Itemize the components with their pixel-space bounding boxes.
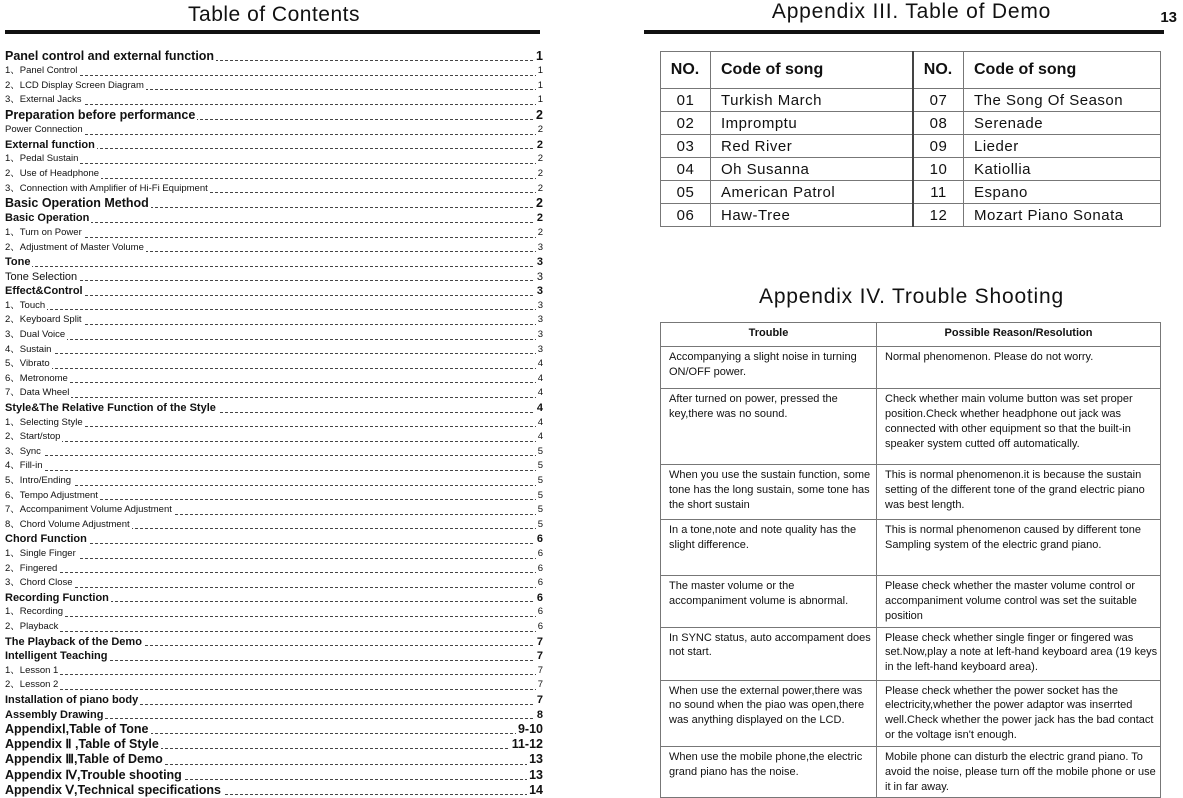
toc-entry-page: 3 xyxy=(536,313,543,328)
toc-entry xyxy=(5,284,543,299)
toc-entry-page: 3 xyxy=(536,299,543,314)
toc-entry-page: 3 xyxy=(536,285,543,298)
toc-entry-label: Style&The Relative Function of the Style xyxy=(5,402,216,415)
trouble-cell: When use the mobile phone,the electric grand piano has the noise. xyxy=(661,746,877,798)
toc-leader-dots xyxy=(5,572,543,573)
toc-entry-page: 14 xyxy=(529,782,543,797)
toc-entry xyxy=(5,416,543,431)
demo-song: Serenade xyxy=(964,112,1161,135)
toc-entry-page: 2 xyxy=(536,196,543,211)
toc-entry xyxy=(5,255,543,270)
toc-entry-label: 1、Lesson 1 xyxy=(5,664,59,676)
toc-entry-page: 6 xyxy=(536,605,543,620)
toc-entry-page: 4 xyxy=(536,386,543,401)
toc-entry-label: 1、Single Finger xyxy=(5,547,76,559)
toc-entry-page: 6 xyxy=(536,576,543,591)
col-code-a: Code of song xyxy=(711,52,914,89)
toc-entry xyxy=(5,64,543,79)
toc-entry-label: Installation of piano body xyxy=(5,693,139,706)
toc-leader-dots xyxy=(5,470,543,471)
toc-entry-page: 3 xyxy=(536,256,543,269)
toc-entry-page: 5 xyxy=(536,445,543,460)
toc-entry xyxy=(5,722,543,737)
toc-entry-label: Basic Operation xyxy=(5,212,90,225)
toc-entry xyxy=(5,182,543,197)
demo-no: 11 xyxy=(913,181,964,204)
toc-leader-dots xyxy=(5,104,543,105)
toc-leader-dots xyxy=(5,280,543,281)
toc-entry-label: Appendix Ⅱ ,Table of Style xyxy=(5,737,159,752)
toc-entry xyxy=(5,313,543,328)
toc-entry xyxy=(5,708,543,723)
toc-entry xyxy=(5,401,543,416)
trouble-body xyxy=(661,347,1161,798)
toc-entry xyxy=(5,518,543,533)
toc-leader-dots xyxy=(5,485,543,486)
toc-entry-page: 6 xyxy=(536,591,543,604)
demo-row xyxy=(661,112,1161,135)
toc-entry-label: 1、Recording xyxy=(5,606,64,618)
demo-no: 12 xyxy=(913,204,964,227)
toc-entry-page: 4 xyxy=(536,416,543,431)
toc-entry xyxy=(5,299,543,314)
trouble-row xyxy=(661,746,1161,798)
demo-no: 04 xyxy=(661,158,711,181)
trouble-cell: When you use the sustain function, some tone has the long sustain, some tone has the short sustain xyxy=(661,465,877,520)
toc-entry-label: Recording Function xyxy=(5,591,109,604)
reason-cell: This is normal phenomenon caused by different tone Sampling system of the electric grand piano. xyxy=(877,520,1161,576)
toc-entry-label: Assembly Drawing xyxy=(5,708,104,721)
toc-entry-label: 1、Panel Control xyxy=(5,65,78,77)
trouble-row xyxy=(661,680,1161,746)
toc-entry xyxy=(5,226,543,241)
toc-entry-page: 11-12 xyxy=(511,737,543,752)
col-trouble: Trouble xyxy=(661,323,877,347)
toc-entry xyxy=(5,211,543,226)
toc-entry xyxy=(5,768,543,783)
toc-entry-page: 6 xyxy=(536,533,543,546)
demo-row xyxy=(661,89,1161,112)
toc-entry-label: 8、Chord Volume Adjustment xyxy=(5,518,130,530)
trouble-row xyxy=(661,465,1161,520)
toc-entry-label: 2、Use of Headphone xyxy=(5,167,100,179)
toc-entry-label: Intelligent Teaching xyxy=(5,650,108,663)
toc-entry xyxy=(5,270,543,285)
page-number: 13 xyxy=(1160,9,1177,26)
toc-entry xyxy=(5,562,543,577)
toc-entry-label: The Playback of the Demo xyxy=(5,635,142,648)
toc-entry-page: 2 xyxy=(536,107,543,122)
toc-entry xyxy=(5,123,543,138)
toc-entry-label: 3、Sync xyxy=(5,445,41,457)
toc-entry-page: 2 xyxy=(536,167,543,182)
toc-entry-label: 2、Lesson 2 xyxy=(5,679,59,691)
toc-entry-label: 6、Metronome xyxy=(5,372,68,384)
demo-song: Impromptu xyxy=(711,112,914,135)
demo-song: American Patrol xyxy=(711,181,914,204)
toc-entry-page: 1 xyxy=(536,93,543,108)
toc-entry-label: 7、Accompaniment Volume Adjustment xyxy=(5,504,172,516)
toc-entry xyxy=(5,752,543,767)
toc-entry-label: 3、Chord Close xyxy=(5,577,73,589)
trouble-cell: Accompanying a slight noise in turning ON/OFF power. xyxy=(661,347,877,389)
toc-entry-page: 2 xyxy=(536,152,543,167)
demo-song: Lieder xyxy=(964,135,1161,158)
toc-entry xyxy=(5,664,543,679)
demo-no: 02 xyxy=(661,112,711,135)
reason-cell: Please check whether the power socket has the electricity,whether the power adaptor was inserrted well.Check whether the power jack has the bad contact or the voltage isn't enough. xyxy=(877,680,1161,746)
demo-song: Red River xyxy=(711,135,914,158)
toc-entry-page: 1 xyxy=(536,79,543,94)
toc-entry-page: 6 xyxy=(536,547,543,562)
toc-leader-dots xyxy=(5,441,543,442)
trouble-cell: In a tone,note and note quality has the slight difference. xyxy=(661,520,877,576)
col-no-b: NO. xyxy=(913,52,964,89)
toc-entry-label: AppendixⅠ,Table of Tone xyxy=(5,722,149,737)
toc-entry-page: 8 xyxy=(536,708,543,721)
toc-leader-dots xyxy=(5,353,543,354)
demo-row xyxy=(661,204,1161,227)
demo-song: Turkish March xyxy=(711,89,914,112)
toc-entry-label: Preparation before performance xyxy=(5,107,196,122)
toc-entry xyxy=(5,138,543,153)
toc-entry xyxy=(5,783,543,798)
toc-entry-page: 4 xyxy=(536,372,543,387)
toc-entry xyxy=(5,196,543,211)
toc-leader-dots xyxy=(5,689,543,690)
toc-entry xyxy=(5,547,543,562)
demo-no: 03 xyxy=(661,135,711,158)
toc-entry-label: External function xyxy=(5,138,95,151)
toc-entry-page: 3 xyxy=(536,270,543,283)
trouble-title: Appendix IV. Trouble Shooting xyxy=(759,285,1064,308)
toc-entry xyxy=(5,605,543,620)
toc-leader-dots xyxy=(5,134,543,135)
toc-entry-page: 5 xyxy=(536,518,543,533)
toc-entry-page: 5 xyxy=(536,503,543,518)
toc-leader-dots xyxy=(5,266,543,267)
toc-entry xyxy=(5,79,543,94)
toc-entry-label: 3、Connection with Amplifier of Hi-Fi Equipment xyxy=(5,182,208,194)
toc-leader-dots xyxy=(5,237,543,238)
toc-entry-label: 1、Pedal Sustain xyxy=(5,153,79,165)
toc-entry-label: Effect&Control xyxy=(5,285,83,298)
toc-entry xyxy=(5,649,543,664)
demo-row xyxy=(661,181,1161,204)
toc-entry-page: 7 xyxy=(536,678,543,693)
reason-cell: Please check whether single finger or fingered was set.Now,play a note at left-hand keyboard area (19 keys in the left-hand keyboard area). xyxy=(877,627,1161,680)
toc-entry-label: 5、Intro/Ending xyxy=(5,475,72,486)
toc-entry-label: 2、Adjustment of Master Volume xyxy=(5,241,144,253)
toc-entry-page: 4 xyxy=(536,357,543,372)
demo-divider xyxy=(644,30,1164,34)
trouble-row xyxy=(661,627,1161,680)
toc-entry xyxy=(5,108,543,123)
toc-entry xyxy=(5,167,543,182)
trouble-table xyxy=(660,322,1161,798)
toc-leader-dots xyxy=(5,382,543,383)
toc-entry xyxy=(5,591,543,606)
toc-entry-label: Panel control and external function xyxy=(5,49,215,63)
col-no-a: NO. xyxy=(661,52,711,89)
toc-list xyxy=(5,49,543,798)
toc-entry-label: Power Connection xyxy=(5,124,83,136)
toc-leader-dots xyxy=(5,368,543,369)
reason-cell: Normal phenomenon. Please do not worry. xyxy=(877,347,1161,389)
demo-row xyxy=(661,135,1161,158)
toc-entry-page: 1 xyxy=(536,64,543,79)
toc-leader-dots xyxy=(5,309,543,310)
demo-header-row xyxy=(661,52,1161,89)
toc-entry-page: 6 xyxy=(536,562,543,577)
trouble-cell: After turned on power, pressed the key,there was no sound. xyxy=(661,389,877,465)
toc-leader-dots xyxy=(5,339,543,340)
toc-entry-page: 3 xyxy=(536,343,543,358)
toc-entry-label: Chord Function xyxy=(5,533,87,546)
col-reason: Possible Reason/Resolution xyxy=(877,323,1161,347)
reason-cell: Mobile phone can disturb the electric grand piano. To avoid the noise, please turn off the mobile phone or use it in far away. xyxy=(877,746,1161,798)
demo-no: 05 xyxy=(661,181,711,204)
toc-entry xyxy=(5,532,543,547)
trouble-row xyxy=(661,389,1161,465)
toc-entry-page: 2 xyxy=(536,226,543,241)
toc-entry-label: Basic Operation Method xyxy=(5,196,149,211)
toc-entry xyxy=(5,49,543,64)
toc-entry xyxy=(5,576,543,591)
toc-entry-label: 4、Fill-in xyxy=(5,460,43,472)
toc-entry xyxy=(5,357,543,372)
toc-entry-page: 7 xyxy=(536,635,543,648)
toc-title: Table of Contents xyxy=(188,3,360,26)
demo-no: 07 xyxy=(913,89,964,112)
toc-leader-dots xyxy=(5,324,543,325)
toc-leader-dots xyxy=(5,426,543,427)
toc-leader-dots xyxy=(5,631,543,632)
toc-entry-page: 2 xyxy=(536,138,543,151)
toc-leader-dots xyxy=(5,455,543,456)
trouble-cell: The master volume or the accompaniment volume is abnormal. xyxy=(661,576,877,628)
toc-leader-dots xyxy=(5,674,543,675)
toc-entry xyxy=(5,678,543,693)
toc-leader-dots xyxy=(5,558,543,559)
demo-song: The Song Of Season xyxy=(964,89,1161,112)
toc-entry xyxy=(5,474,543,489)
toc-entry-label: 2、Start/stop xyxy=(5,431,61,443)
toc-entry-page: 3 xyxy=(536,328,543,343)
demo-row xyxy=(661,158,1161,181)
toc-entry-label: 3、Dual Voice xyxy=(5,329,66,341)
demo-song: Mozart Piano Sonata xyxy=(964,204,1161,227)
toc-leader-dots xyxy=(5,587,543,588)
toc-entry xyxy=(5,93,543,108)
reason-cell: This is normal phenomenon.it is because the sustain setting of the different tone of the grand electric piano was best length. xyxy=(877,465,1161,520)
toc-entry xyxy=(5,635,543,650)
toc-entry-label: 1、Turn on Power xyxy=(5,226,82,238)
demo-body xyxy=(661,89,1161,227)
toc-entry xyxy=(5,459,543,474)
toc-entry-page: 6 xyxy=(536,620,543,635)
toc-entry xyxy=(5,152,543,167)
trouble-cell: In SYNC status, auto accompament does not start. xyxy=(661,627,877,680)
trouble-row xyxy=(661,347,1161,389)
toc-entry-label: Tone Selection xyxy=(5,270,78,283)
trouble-row xyxy=(661,520,1161,576)
toc-entry-label: Appendix Ⅴ,Technical specifications xyxy=(5,782,222,797)
demo-song: Katiollia xyxy=(964,158,1161,181)
toc-entry-label: 1、Selecting Style xyxy=(5,416,83,428)
toc-page xyxy=(0,0,548,795)
toc-leader-dots xyxy=(5,397,543,398)
demo-no: 09 xyxy=(913,135,964,158)
toc-entry xyxy=(5,241,543,256)
toc-entry-page: 13 xyxy=(529,752,543,767)
toc-entry-label: 7、Data Wheel xyxy=(5,387,70,399)
toc-entry-page: 5 xyxy=(536,459,543,474)
toc-entry xyxy=(5,737,543,752)
toc-entry-page: 2 xyxy=(536,123,543,138)
toc-entry-label: 3、External Jacks xyxy=(5,94,82,106)
toc-leader-dots xyxy=(5,616,543,617)
demo-title: Appendix III. Table of Demo xyxy=(771,0,1052,23)
toc-entry-page: 7 xyxy=(536,693,543,706)
toc-entry-label: 2、LCD Display Screen Diagram xyxy=(5,79,144,91)
toc-entry-page: 5 xyxy=(536,474,543,489)
toc-entry xyxy=(5,445,543,460)
toc-entry xyxy=(5,386,543,401)
toc-leader-dots xyxy=(5,75,543,76)
toc-entry xyxy=(5,693,543,708)
toc-entry-page: 2 xyxy=(536,212,543,225)
demo-table xyxy=(660,51,1161,227)
toc-divider xyxy=(5,30,540,34)
toc-entry-label: 1、Touch xyxy=(5,299,46,311)
toc-entry-page: 4 xyxy=(536,402,543,415)
toc-entry-label: 4、Sustain xyxy=(5,343,52,355)
toc-entry xyxy=(5,489,543,504)
toc-entry-page: 7 xyxy=(536,650,543,663)
trouble-cell: When use the external power,there was no sound when the piao was open,there was anything displayed on the LCD. xyxy=(661,680,877,746)
toc-entry-label: Appendix Ⅲ,Table of Demo xyxy=(5,752,163,767)
toc-entry-page: 1 xyxy=(536,49,543,63)
trouble-row xyxy=(661,576,1161,628)
demo-song: Haw-Tree xyxy=(711,204,914,227)
reason-cell: Check whether main volume button was set proper position.Check whether headphone out jack was connected with other equipment so that the built-in speaker system cutted off automatically. xyxy=(877,389,1161,465)
trouble-header-row xyxy=(661,323,1161,347)
toc-entry xyxy=(5,620,543,635)
toc-entry-page: 13 xyxy=(529,767,543,782)
toc-entry-label: 2、Playback xyxy=(5,620,59,632)
toc-entry-label: 5、Vibrato xyxy=(5,358,50,370)
toc-entry-page: 5 xyxy=(536,489,543,504)
toc-entry-label: 2、Fingered xyxy=(5,562,58,574)
appendix-page xyxy=(640,0,1183,795)
demo-song: Espano xyxy=(964,181,1161,204)
toc-entry-label: Tone xyxy=(5,256,31,269)
toc-entry-label: Appendix Ⅳ,Trouble shooting xyxy=(5,767,182,782)
toc-entry xyxy=(5,430,543,445)
demo-no: 08 xyxy=(913,112,964,135)
demo-no: 01 xyxy=(661,89,711,112)
toc-entry xyxy=(5,503,543,518)
toc-leader-dots xyxy=(5,163,543,164)
demo-no: 06 xyxy=(661,204,711,227)
toc-entry-page: 7 xyxy=(536,664,543,679)
toc-entry xyxy=(5,343,543,358)
demo-song: Oh Susanna xyxy=(711,158,914,181)
toc-entry-page: 4 xyxy=(536,430,543,445)
demo-no: 10 xyxy=(913,158,964,181)
toc-entry xyxy=(5,328,543,343)
toc-entry-label: 2、Keyboard Split xyxy=(5,314,82,326)
reason-cell: Please check whether the master volume control or accompaniment volume control was set the suitable position xyxy=(877,576,1161,628)
toc-entry xyxy=(5,372,543,387)
toc-leader-dots xyxy=(5,295,543,296)
col-code-b: Code of song xyxy=(964,52,1161,89)
toc-entry-page: 2 xyxy=(536,182,543,197)
toc-entry-page: 9-10 xyxy=(517,722,543,737)
toc-entry-label: 6、Tempo Adjustment xyxy=(5,489,98,501)
toc-entry-page: 3 xyxy=(536,241,543,256)
